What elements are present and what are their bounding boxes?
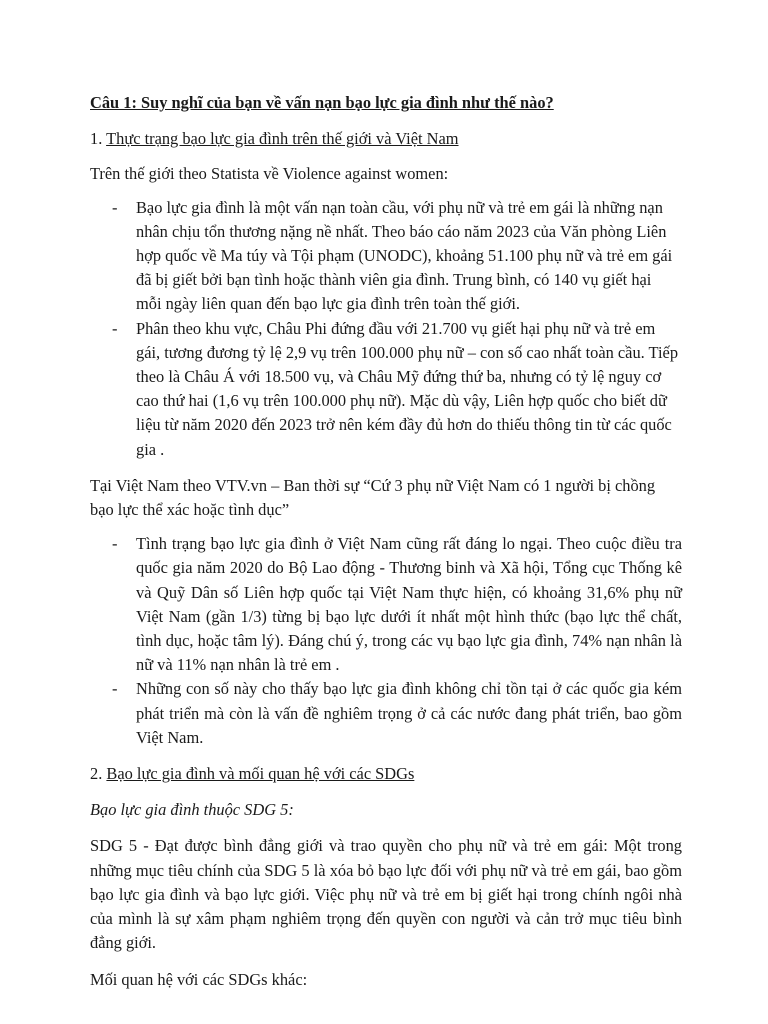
- list-item: [90, 196, 678, 317]
- list-dash: -: [112, 318, 118, 338]
- section1-heading: [90, 127, 682, 151]
- question-title: Câu 1: Suy nghĩ của bạn về vấn nạn bạo lực gia đình như thế nào?: [90, 93, 554, 112]
- world-bullet-list: [90, 196, 682, 462]
- list-item-text: Phân theo khu vực, Châu Phi đứng đầu với 21.700 vụ giết hại phụ nữ và trẻ em gái, tương đương tỷ lệ 2,9 vụ trên 100.000 phụ nữ – con số cao nhất toàn cầu. Tiếp theo là Châu Á với 18.500 vụ, và Châu Mỹ đứng thứ ba, nhưng có tỷ lệ nguy cơ cao thứ hai (1,6 vụ trên 100.000 phụ nữ). Mặc dù vậy, Liên hợp quốc cho biết dữ liệu từ năm 2020 đến 2023 trở nên kém đầy đủ hơn do thiếu thông tin từ các quốc gia .: [136, 318, 679, 459]
- list-dash: -: [112, 679, 118, 699]
- list-item: [90, 677, 682, 750]
- list-item-text: Những con số này cho thấy bạo lực gia đình không chỉ tồn tại ở các quốc gia kém phát triển mà còn là vấn đề nghiêm trọng ở cả các nước đang phát triển, bao gồm Việt Nam.: [136, 679, 682, 747]
- vietnam-intro: Tại Việt Nam theo VTV.vn – Ban thời sự “Cứ 3 phụ nữ Việt Nam có 1 người bị chồng bạo lực thể xác hoặc tình dục”: [90, 475, 656, 520]
- other-sdgs-label: Mối quan hệ với các SDGs khác:: [90, 969, 308, 989]
- document-body: [90, 91, 682, 992]
- sdg5-paragraph: SDG 5 - Đạt được bình đẳng giới và trao quyền cho phụ nữ và trẻ em gái: Một trong những mục tiêu chính của SDG 5 là xóa bỏ bạo lực đối với phụ nữ và trẻ em gái, bao gồm bạo lực gia đình và bạo lực giới. Việc phụ nữ và trẻ em bị giết hại trong chính ngôi nhà của mình là sự xâm phạm nghiêm trọng đến quyền con người và cản trở mục tiêu bình đẳng giới.: [90, 836, 682, 953]
- list-item: [90, 532, 682, 677]
- section1-number: 1.: [90, 129, 107, 149]
- list-item: [90, 317, 678, 462]
- list-dash: -: [112, 534, 118, 554]
- section2-number: 2.: [90, 764, 107, 784]
- world-intro: Trên thế giới theo Statista về Violence against women:: [90, 164, 449, 184]
- section1-heading-text: Thực trạng bạo lực gia đình trên thế giới và Việt Nam: [106, 129, 459, 149]
- list-item-text: Bạo lực gia đình là một vấn nạn toàn cầu, với phụ nữ và trẻ em gái là những nạn nhân chịu tổn thương nặng nề nhất. Theo báo cáo năm 2023 của Văn phòng Liên hợp quốc về Ma túy và Tội phạm (UNODC), khoảng 51.100 phụ nữ và trẻ em gái đã bị giết bởi bạn tình hoặc thành viên gia đình. Trung bình, có 140 vụ giết hại mỗi ngày liên quan đến bạo lực gia đình trên toàn thế giới.: [136, 197, 673, 314]
- section2-heading-text: Bạo lực gia đình và mối quan hệ với các SDGs: [106, 764, 415, 784]
- vietnam-bullet-list: [90, 532, 682, 750]
- sdg5-label: Bạo lực gia đình thuộc SDG 5:: [90, 800, 294, 820]
- list-dash: -: [112, 197, 118, 217]
- list-item-text: Tình trạng bạo lực gia đình ở Việt Nam cũng rất đáng lo ngại. Theo cuộc điều tra quốc gia năm 2020 do Bộ Lao động - Thương binh và Xã hội, Tổng cục Thống kê và Quỹ Dân số Liên hợp quốc tại Việt Nam thực hiện, có khoảng 31,6% phụ nữ Việt Nam (gần 1/3) từng bị bạo lực dưới ít nhất một hình thức (bạo lực thể chất, tình dục, hoặc tâm lý). Đáng chú ý, trong các vụ bạo lực gia đình, 74% nạn nhân là nữ và 11% nạn nhân là trẻ em .: [136, 534, 682, 675]
- section2-heading: [90, 762, 682, 786]
